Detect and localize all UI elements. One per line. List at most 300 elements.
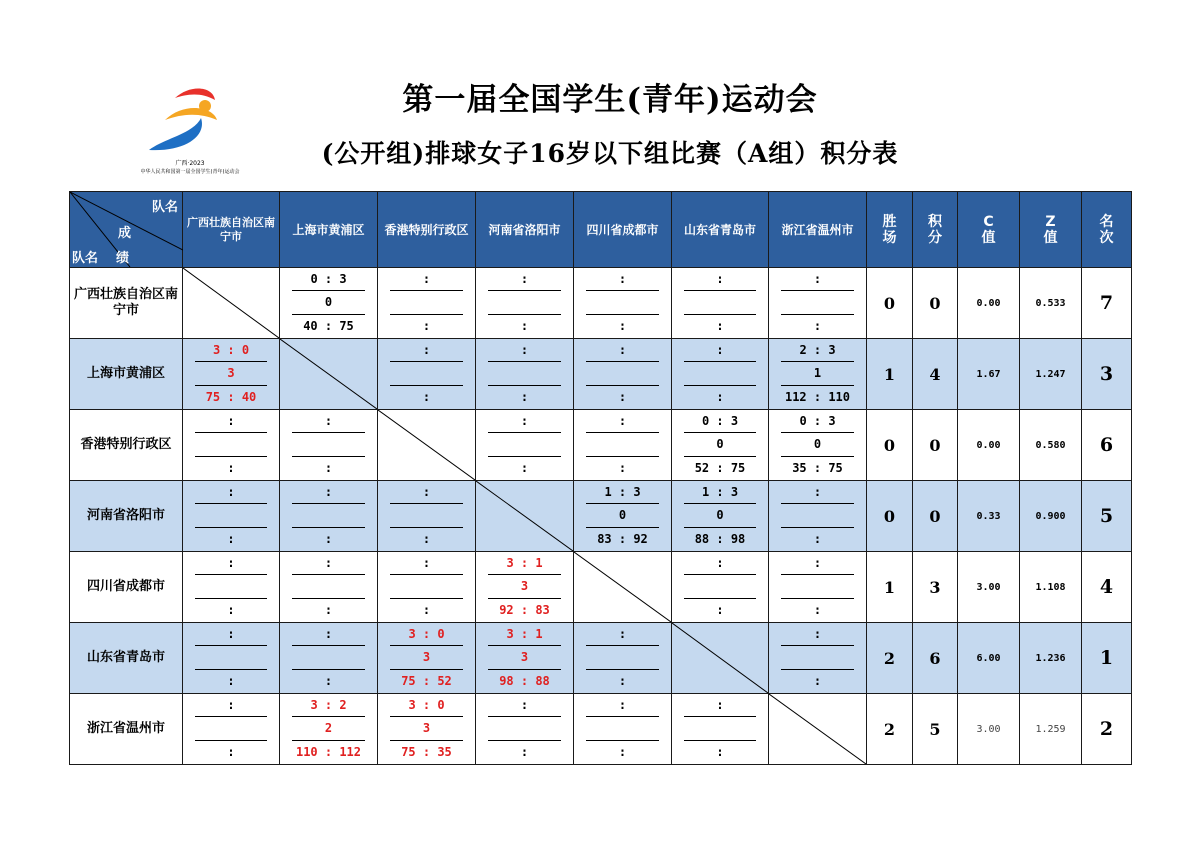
- match-result: [769, 410, 866, 480]
- match-result: [378, 694, 475, 764]
- match-result: [672, 339, 768, 409]
- match-result: [574, 339, 671, 409]
- match-result: [672, 694, 768, 764]
- divider-line: [292, 645, 365, 646]
- rally-score: :: [813, 532, 822, 546]
- divider-line: [390, 314, 463, 315]
- set-score: :: [520, 272, 529, 286]
- match-result: [280, 694, 377, 764]
- divider-line: [488, 645, 561, 646]
- rally-score: :: [520, 461, 529, 475]
- divider-line: [390, 598, 463, 599]
- rally-score: :: [618, 390, 627, 404]
- match-result: [183, 410, 279, 480]
- set-score: :: [716, 343, 724, 357]
- rank-value: 5: [1082, 481, 1132, 552]
- divider-line: [586, 740, 659, 741]
- match-points: [476, 721, 573, 737]
- match-points: 3: [520, 579, 529, 593]
- z-value: 0.533: [1020, 268, 1082, 339]
- diagonal-line: [476, 481, 573, 551]
- match-result-cell: [574, 268, 672, 339]
- z-value: 1.108: [1020, 552, 1082, 623]
- divider-line: [488, 385, 561, 386]
- table-row: [70, 694, 1132, 765]
- wins-value: 0: [867, 268, 913, 339]
- set-score: :: [520, 414, 529, 428]
- divider-line: [390, 361, 463, 362]
- match-points: [769, 508, 866, 524]
- corner-result-mid: 成: [118, 226, 132, 241]
- match-points: [769, 579, 866, 595]
- row-team-name: 广西壮族自治区南宁市: [70, 268, 183, 339]
- match-result: [574, 410, 671, 480]
- divider-line: [390, 385, 463, 386]
- divider-line: [195, 598, 267, 599]
- divider-line: [781, 385, 854, 386]
- match-result-cell: [280, 268, 378, 339]
- rank-value: 7: [1082, 268, 1132, 339]
- rally-score: 110 : 112: [295, 745, 362, 759]
- rally-score: :: [324, 674, 333, 688]
- rank-value: 6: [1082, 410, 1132, 481]
- rally-score: :: [422, 532, 431, 546]
- self-match-cell: [574, 552, 672, 623]
- rally-score: :: [227, 603, 235, 617]
- divider-line: [684, 598, 756, 599]
- row-team-name: 香港特别行政区: [70, 410, 183, 481]
- match-points: [280, 650, 377, 666]
- match-result: [672, 481, 768, 551]
- match-points: 0: [324, 295, 333, 309]
- diagonal-line: [378, 410, 475, 480]
- divider-line: [390, 716, 463, 717]
- divider-line: [684, 432, 756, 433]
- match-result-cell: [769, 481, 867, 552]
- rally-score: :: [324, 461, 333, 475]
- match-result: [280, 552, 377, 622]
- corner-team-top: 队名: [151, 200, 178, 215]
- set-score: :: [618, 414, 627, 428]
- match-points: [378, 508, 475, 524]
- divider-line: [195, 740, 267, 741]
- match-points: [476, 366, 573, 382]
- divider-line: [390, 290, 463, 291]
- rally-score: 75 : 40: [205, 390, 257, 404]
- match-result-cell: [769, 268, 867, 339]
- divider-line: [684, 716, 756, 717]
- match-result-cell: [280, 410, 378, 481]
- row-team-name: 四川省成都市: [70, 552, 183, 623]
- z-value: 1.259: [1020, 694, 1082, 765]
- rank-value: 1: [1082, 623, 1132, 694]
- set-score: :: [618, 272, 627, 286]
- divider-line: [195, 645, 267, 646]
- set-score: :: [324, 627, 333, 641]
- match-points: 3: [422, 650, 431, 664]
- divider-line: [781, 645, 854, 646]
- divider-line: [684, 527, 756, 528]
- divider-line: [781, 456, 854, 457]
- divider-line: [781, 290, 854, 291]
- match-points: [574, 721, 671, 737]
- match-result-cell: [574, 410, 672, 481]
- rally-score: :: [422, 603, 431, 617]
- match-points: [672, 579, 768, 595]
- rally-score: :: [813, 603, 822, 617]
- match-points: [183, 437, 279, 453]
- col-header-team: 上海市黄浦区: [280, 192, 378, 268]
- divider-line: [586, 290, 659, 291]
- match-result-cell: [280, 552, 378, 623]
- set-score: 1 : 3: [604, 485, 641, 499]
- c-value: 0.00: [958, 268, 1020, 339]
- points-value: 6: [913, 623, 958, 694]
- match-points: [672, 721, 768, 737]
- set-score: 3 : 1: [506, 627, 543, 641]
- divider-line: [195, 432, 267, 433]
- match-result-cell: [378, 552, 476, 623]
- rally-score: :: [324, 532, 333, 546]
- set-score: :: [227, 698, 235, 712]
- points-value: 0: [913, 410, 958, 481]
- match-result-cell: [280, 694, 378, 765]
- set-score: :: [716, 272, 724, 286]
- match-result: [183, 481, 279, 551]
- divider-line: [488, 456, 561, 457]
- set-score: 3 : 2: [310, 698, 347, 712]
- match-points: [574, 366, 671, 382]
- match-result-cell: [769, 339, 867, 410]
- match-points: 1: [813, 366, 822, 380]
- set-score: :: [324, 414, 333, 428]
- match-points: [574, 650, 671, 666]
- rally-score: 92 : 83: [499, 603, 550, 617]
- rally-score: :: [618, 745, 627, 759]
- divider-line: [195, 361, 267, 362]
- self-match-cell: [769, 694, 867, 765]
- page-title: 第一届全国学生(青年)运动会: [402, 82, 818, 118]
- set-score: 0 : 3: [310, 272, 347, 286]
- match-result-cell: [574, 339, 672, 410]
- header-row: [70, 192, 1132, 268]
- divider-line: [781, 574, 854, 575]
- match-points: 3: [422, 721, 431, 735]
- row-team-name: 上海市黄浦区: [70, 339, 183, 410]
- divider-line: [390, 645, 463, 646]
- diagonal-line: [574, 552, 671, 622]
- rally-score: :: [618, 674, 627, 688]
- wins-value: 1: [867, 552, 913, 623]
- match-result-cell: [378, 481, 476, 552]
- standings-table: [69, 191, 1132, 765]
- match-points: [183, 650, 279, 666]
- match-result: [574, 694, 671, 764]
- divider-line: [684, 290, 756, 291]
- divider-line: [292, 740, 365, 741]
- rally-score: 98 : 88: [499, 674, 550, 688]
- games-logo-icon: [135, 76, 245, 162]
- c-value: 0.00: [958, 410, 1020, 481]
- match-points: [672, 295, 768, 311]
- match-result: [476, 410, 573, 480]
- divider-line: [390, 740, 463, 741]
- match-result: [280, 410, 377, 480]
- divider-line: [781, 598, 854, 599]
- table-row: [70, 552, 1132, 623]
- divider-line: [586, 716, 659, 717]
- match-result-cell: [672, 552, 769, 623]
- rally-score: 35 : 75: [792, 461, 843, 475]
- set-score: :: [422, 556, 431, 570]
- divider-line: [292, 716, 365, 717]
- set-score: :: [227, 414, 235, 428]
- divider-line: [292, 598, 365, 599]
- divider-line: [586, 669, 659, 670]
- diagonal-line: [280, 339, 377, 409]
- match-result-cell: [672, 694, 769, 765]
- set-score: :: [618, 343, 627, 357]
- rally-score: :: [227, 745, 235, 759]
- rally-score: :: [813, 319, 822, 333]
- divider-line: [684, 503, 756, 504]
- divider-line: [195, 716, 267, 717]
- divider-line: [684, 740, 756, 741]
- points-value: 0: [913, 268, 958, 339]
- divider-line: [195, 669, 267, 670]
- match-result-cell: [183, 694, 280, 765]
- set-score: 0 : 3: [799, 414, 836, 428]
- divider-line: [684, 456, 756, 457]
- match-result: [672, 268, 768, 338]
- set-score: :: [422, 272, 431, 286]
- divider-line: [390, 503, 463, 504]
- match-points: [280, 437, 377, 453]
- c-value: 6.00: [958, 623, 1020, 694]
- match-points: [769, 650, 866, 666]
- match-result: [574, 481, 671, 551]
- rally-score: :: [716, 745, 724, 759]
- row-team-name: 山东省青岛市: [70, 623, 183, 694]
- match-result: [476, 694, 573, 764]
- rally-score: 52 : 75: [694, 461, 746, 475]
- divider-line: [195, 385, 267, 386]
- logo-caption-year: 广西·2023: [175, 160, 205, 167]
- match-result-cell: [769, 623, 867, 694]
- set-score: :: [227, 485, 235, 499]
- logo-caption: [135, 160, 245, 176]
- divider-line: [781, 669, 854, 670]
- z-value: 0.900: [1020, 481, 1082, 552]
- set-score: :: [618, 698, 627, 712]
- divider-line: [586, 314, 659, 315]
- self-match-cell: [280, 339, 378, 410]
- set-score: :: [716, 556, 724, 570]
- rally-score: :: [618, 319, 627, 333]
- divider-line: [488, 740, 561, 741]
- rally-score: :: [227, 461, 235, 475]
- match-result-cell: [672, 268, 769, 339]
- match-result-cell: [378, 268, 476, 339]
- match-result: [769, 268, 866, 338]
- set-score: :: [422, 485, 431, 499]
- corner-header: [70, 192, 183, 268]
- divider-line: [488, 361, 561, 362]
- match-result-cell: [476, 268, 574, 339]
- match-points: [378, 366, 475, 382]
- divider-line: [781, 432, 854, 433]
- page-subtitle: (公开组)排球女子16岁以下组比赛（A组）积分表: [321, 139, 899, 168]
- match-result: [183, 552, 279, 622]
- divider-line: [292, 432, 365, 433]
- match-points: [378, 579, 475, 595]
- match-result: [378, 339, 475, 409]
- table-row: [70, 410, 1132, 481]
- divider-line: [586, 432, 659, 433]
- rally-score: 88 : 98: [694, 532, 746, 546]
- match-result: [672, 410, 768, 480]
- rally-score: 75 : 35: [401, 745, 452, 759]
- rally-score: 112 : 110: [784, 390, 851, 404]
- match-result-cell: [183, 552, 280, 623]
- divider-line: [586, 456, 659, 457]
- set-score: :: [813, 627, 822, 641]
- set-score: :: [227, 627, 235, 641]
- match-result-cell: [574, 481, 672, 552]
- points-value: 0: [913, 481, 958, 552]
- set-score: 3 : 0: [408, 627, 445, 641]
- match-result-cell: [476, 410, 574, 481]
- divider-line: [390, 527, 463, 528]
- divider-line: [586, 361, 659, 362]
- divider-line: [781, 527, 854, 528]
- match-points: [476, 295, 573, 311]
- divider-line: [195, 503, 267, 504]
- self-match-cell: [183, 268, 280, 339]
- wins-value: 0: [867, 481, 913, 552]
- match-points: [183, 721, 279, 737]
- divider-line: [586, 503, 659, 504]
- wins-value: 2: [867, 694, 913, 765]
- z-value: 1.247: [1020, 339, 1082, 410]
- col-header-rank: 名次: [1082, 192, 1132, 268]
- self-match-cell: [476, 481, 574, 552]
- divider-line: [292, 290, 365, 291]
- col-header-team: 香港特别行政区: [378, 192, 476, 268]
- match-result-cell: [183, 481, 280, 552]
- col-header-team: 山东省青岛市: [672, 192, 769, 268]
- match-result: [574, 268, 671, 338]
- table-row: [70, 623, 1132, 694]
- set-score: :: [324, 485, 333, 499]
- divider-line: [781, 503, 854, 504]
- rally-score: :: [227, 532, 235, 546]
- self-match-cell: [378, 410, 476, 481]
- c-value: 3.00: [958, 552, 1020, 623]
- corner-team-bottom: 队名 绩: [72, 251, 130, 266]
- divider-line: [292, 503, 365, 504]
- divider-line: [390, 669, 463, 670]
- divider-line: [390, 574, 463, 575]
- rally-score: :: [716, 603, 724, 617]
- match-result-cell: [769, 552, 867, 623]
- match-points: 3: [520, 650, 529, 664]
- match-result: [280, 481, 377, 551]
- match-result-cell: [672, 410, 769, 481]
- z-value: 0.580: [1020, 410, 1082, 481]
- match-result: [183, 623, 279, 693]
- match-points: [672, 366, 768, 382]
- col-header-team: 广西壮族自治区南宁市: [183, 192, 280, 268]
- divider-line: [684, 361, 756, 362]
- rank-value: 3: [1082, 339, 1132, 410]
- divider-line: [195, 574, 267, 575]
- col-header-z-value: Z值: [1020, 192, 1082, 268]
- col-header-team: 四川省成都市: [574, 192, 672, 268]
- match-result: [378, 623, 475, 693]
- match-result: [574, 623, 671, 693]
- match-points: 0: [716, 508, 724, 522]
- set-score: :: [813, 556, 822, 570]
- match-result-cell: [280, 481, 378, 552]
- match-result-cell: [769, 410, 867, 481]
- set-score: 3 : 0: [212, 343, 250, 357]
- divider-line: [684, 574, 756, 575]
- match-result: [476, 268, 573, 338]
- col-header-wins: 胜场: [867, 192, 913, 268]
- logo-caption-line: 中华人民共和国第一届全国学生(青年)运动会: [140, 169, 240, 175]
- match-result: [769, 623, 866, 693]
- self-match-cell: [672, 623, 769, 694]
- set-score: :: [813, 485, 822, 499]
- match-points: [574, 437, 671, 453]
- match-points: 3: [227, 366, 235, 380]
- divider-line: [586, 527, 659, 528]
- rank-value: 2: [1082, 694, 1132, 765]
- diagonal-line: [183, 268, 279, 338]
- rally-score: :: [520, 390, 529, 404]
- rally-score: :: [422, 390, 431, 404]
- match-result: [280, 268, 377, 338]
- set-score: 2 : 3: [799, 343, 836, 357]
- table-row: [70, 481, 1132, 552]
- match-result-cell: [574, 694, 672, 765]
- c-value: 1.67: [958, 339, 1020, 410]
- rally-score: :: [618, 461, 627, 475]
- match-result-cell: [378, 339, 476, 410]
- col-header-points: 积分: [913, 192, 958, 268]
- match-points: [183, 508, 279, 524]
- match-result-cell: [476, 694, 574, 765]
- match-result-cell: [672, 481, 769, 552]
- divider-line: [292, 574, 365, 575]
- divider-line: [488, 290, 561, 291]
- match-result: [183, 339, 279, 409]
- divider-line: [488, 598, 561, 599]
- match-result-cell: [476, 339, 574, 410]
- set-score: :: [813, 272, 822, 286]
- match-points: 2: [324, 721, 333, 735]
- divider-line: [488, 574, 561, 575]
- wins-value: 1: [867, 339, 913, 410]
- row-team-name: 河南省洛阳市: [70, 481, 183, 552]
- points-value: 4: [913, 339, 958, 410]
- match-result: [476, 552, 573, 622]
- match-points: [769, 295, 866, 311]
- match-result: [378, 481, 475, 551]
- set-score: 0 : 3: [701, 414, 739, 428]
- match-points: 0: [618, 508, 627, 522]
